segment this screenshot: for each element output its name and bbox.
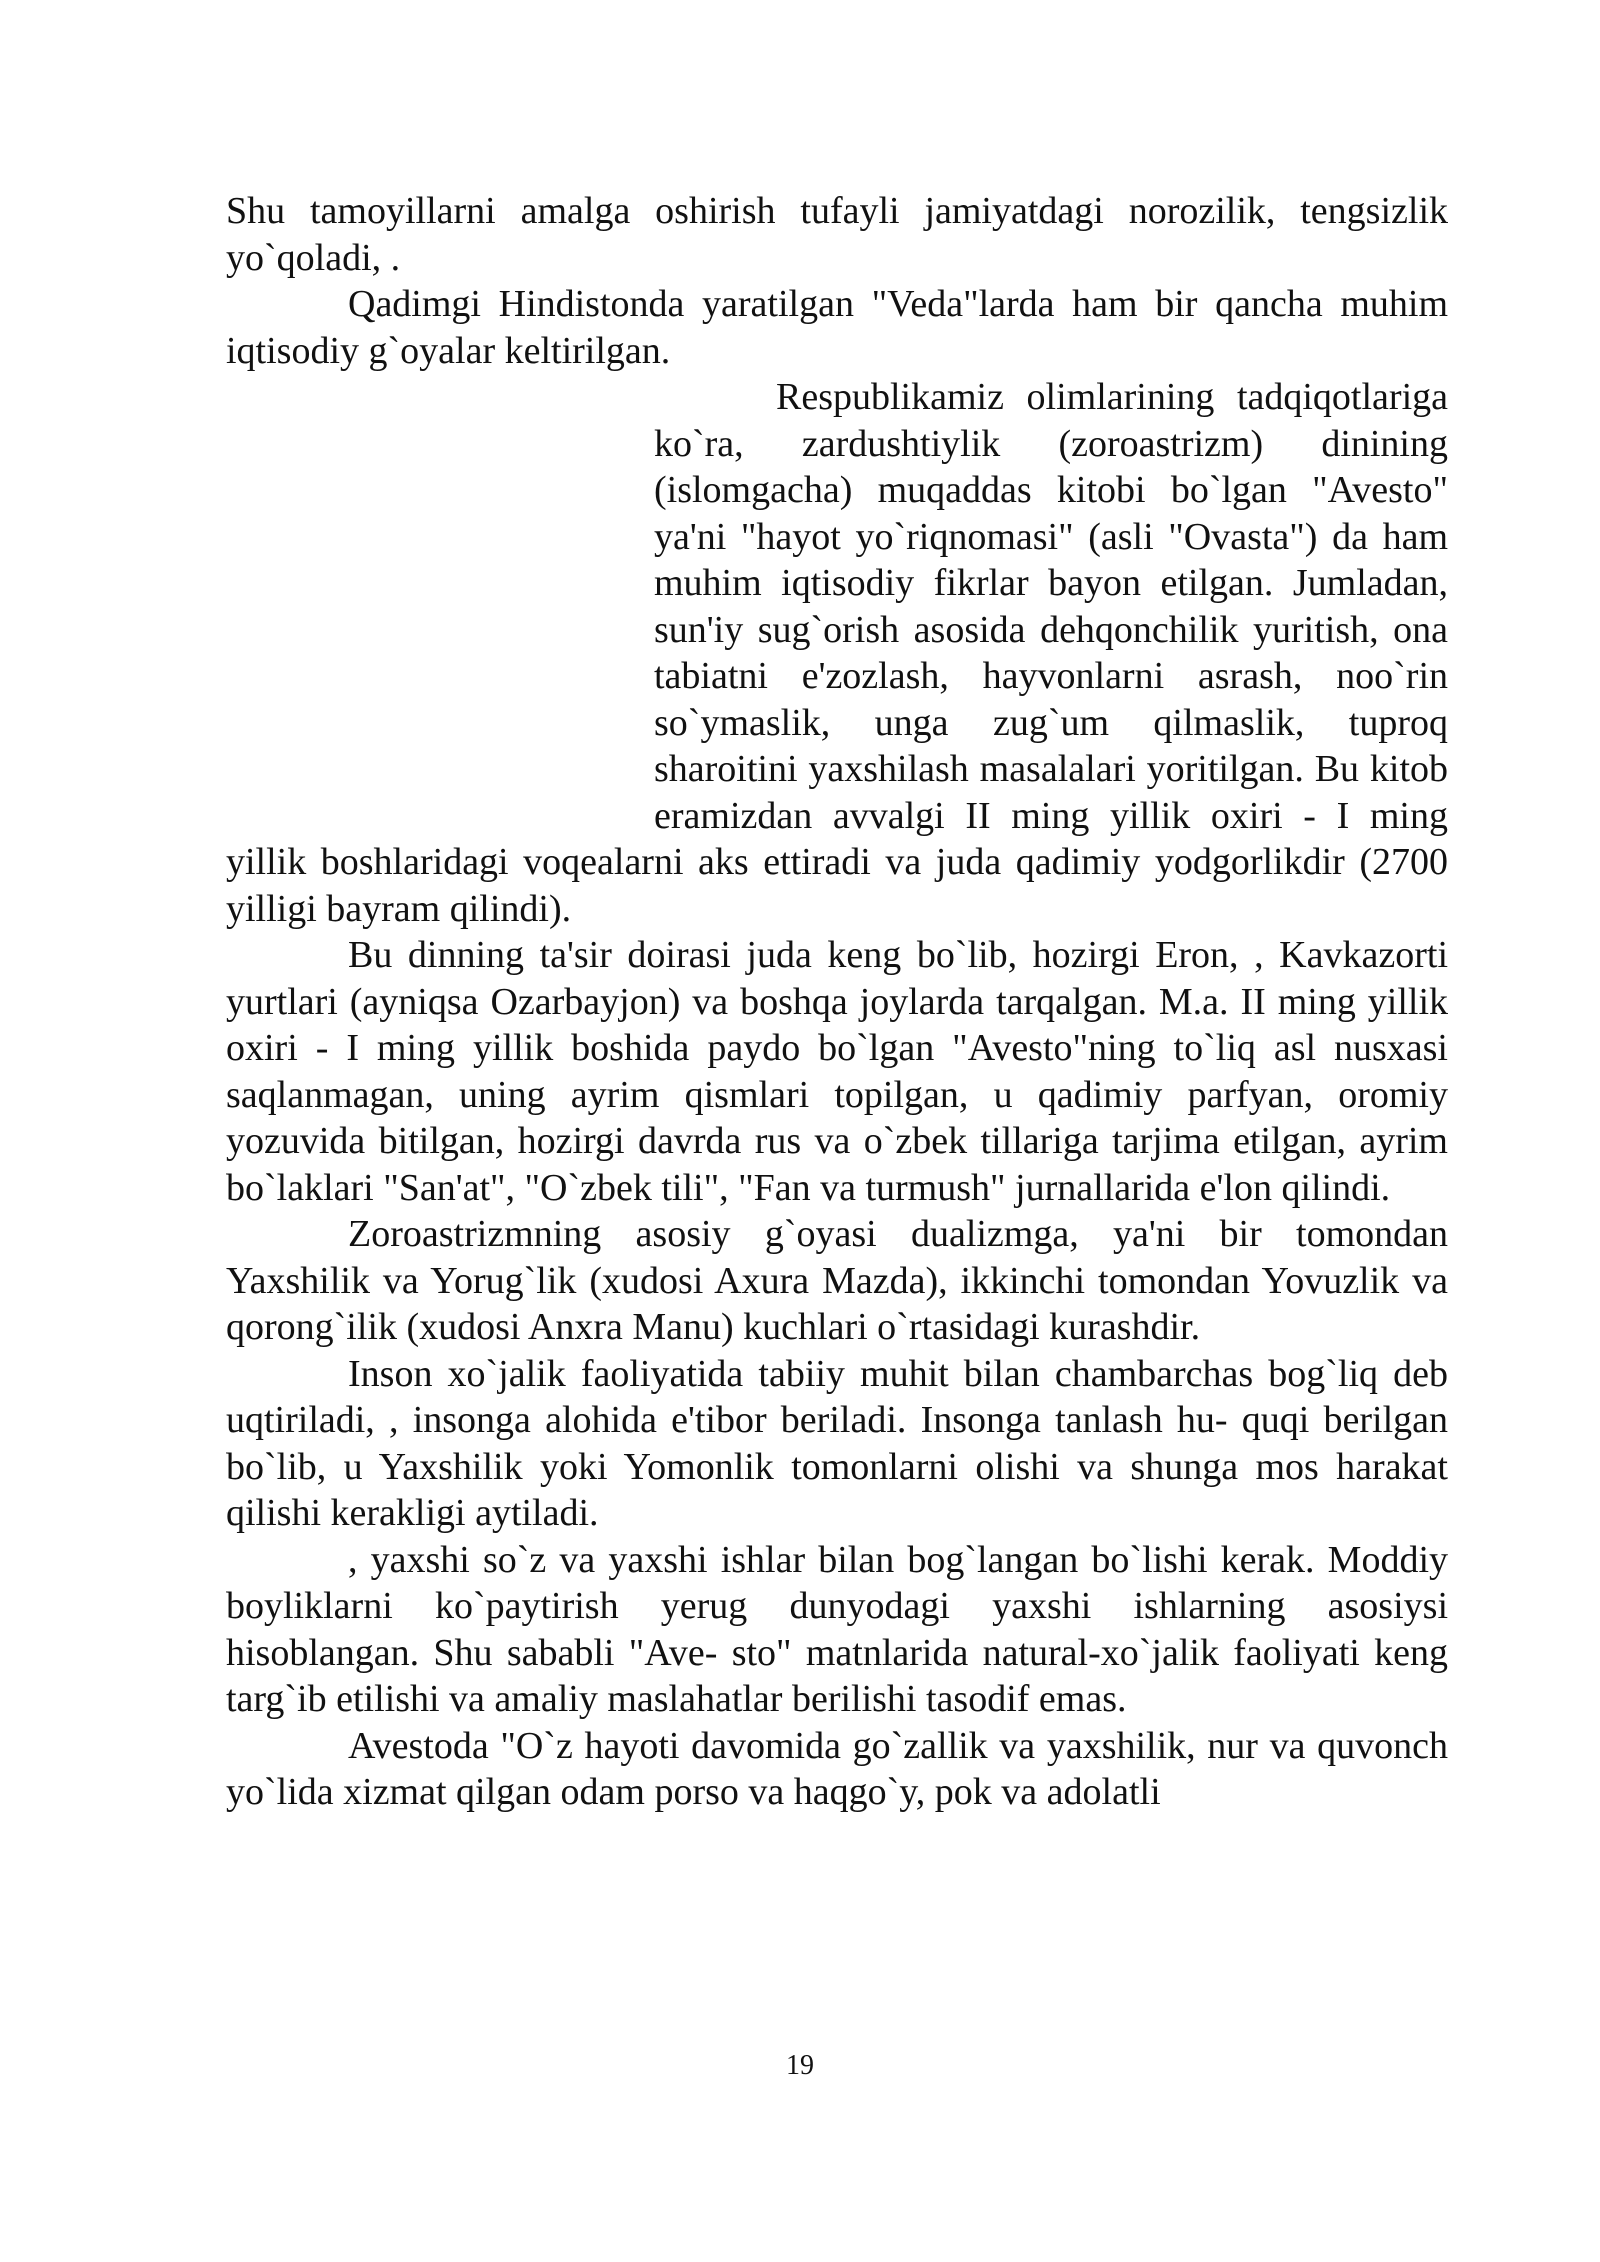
text-body	[226, 188, 1448, 1816]
paragraph-6: Inson xo`jalik faoliyatida tabiiy muhit bilan chambarchas bog`liq deb uqtiriladi, , insonga alohida e'tibor beriladi. Insonga tanlash hu- quqi berilgan bo`lib, u Yaxshilik yoki Yomonlik tomonlarni olishi va shunga mos harakat qilishi kerakligi aytiladi.	[226, 1352, 1448, 1534]
wrapped-text-block	[226, 374, 1448, 932]
paragraph-4: Bu dinning ta'sir doirasi juda keng bo`lib, hozirgi Eron, , Kavkazorti yurtlari (ayniqsa Ozarbayjon) va boshqa joylarda tarqalgan. M.a. II ming yillik oxiri - I ming yillik boshida paydo bo`lgan "Avesto"ning to`liq asl nusxasi saqlanmagan, uning ayrim qismlari topilgan, u qadimiy parfyan, oromiy yozuvida bitilgan, hozirgi davrda rus va o`zbek tillariga tarjima etilgan, ayrim bo`laklari "San'at", "O`zbek tili", "Fan va turmush" jurnallarida e'lon qilindi.	[226, 934, 1448, 1209]
page-number: 19	[786, 2050, 814, 2081]
paragraph-7: , yaxshi so`z va yaxshi ishlar bilan bog`langan bo`lishi kerak. Moddiy boyliklarni ko`paytirish yerug dunyodagi yaxshi ishlarning asosiysi hisoblangan. Shu sababli "Ave- sto" matnlarida natural-xo`jalik faoliyati keng targ`ib etilishi va amaliy maslahatlar berilishi tasodif emas.	[226, 1538, 1448, 1720]
paragraph-5: Zoroastrizmning asosiy g`oyasi dualizmga, ya'ni bir tomondan Yaxshilik va Yorug`lik (xudosi Axura Mazda), ikkinchi tomondan Yovuzlik va qorong`ilik (xudosi Anxra Manu) kuchlari o`rtasidagi kurashdir.	[226, 1213, 1448, 1348]
paragraph-2: Qadimgi Hindistonda yaratilgan "Veda"larda ham bir qancha muhim iqtisodiy g`oyalar keltirilgan.	[226, 283, 1448, 372]
paragraph-8: Avestoda "O`z hayoti davomida go`zallik va yaxshilik, nur va quvonch yo`lida xizmat qilgan odam porso va haqgo`y, pok va adolatli	[226, 1724, 1448, 1813]
paragraph-3: Respublikamiz olimlarining tadqiqotlariga ko`ra, zardushtiylik (zoroastrizm) dinining (islomgacha) muqaddas kitobi bo`lgan "Avesto" ya'ni "hayot yo`riqnomasi" (asli "Ovasta") da ham muhim iqtisodiy fikrlar bayon etilgan. Jumladan, sun'iy sug`orish asosida dehqonchilik yuritish, ona tabiatni e'zozlash, hayvonlarni asrash, noo`rin so`ymaslik, unga zug`um qilmaslik, tuproq sharoitini yaxshilash masalalari yoritilgan. Bu kitob eramizdan avvalgi II ming yillik oxiri - I ming yillik boshlaridagi voqealarni aks ettiradi va juda qadimiy yodgorlikdir (2700 yilligi bayram qilindi).	[226, 376, 1448, 930]
paragraph-1: Shu tamoyillarni amalga oshirish tufayli jamiyatdagi norozilik, tengsizlik yo`qoladi, .	[226, 190, 1448, 279]
figure-space	[226, 374, 654, 839]
